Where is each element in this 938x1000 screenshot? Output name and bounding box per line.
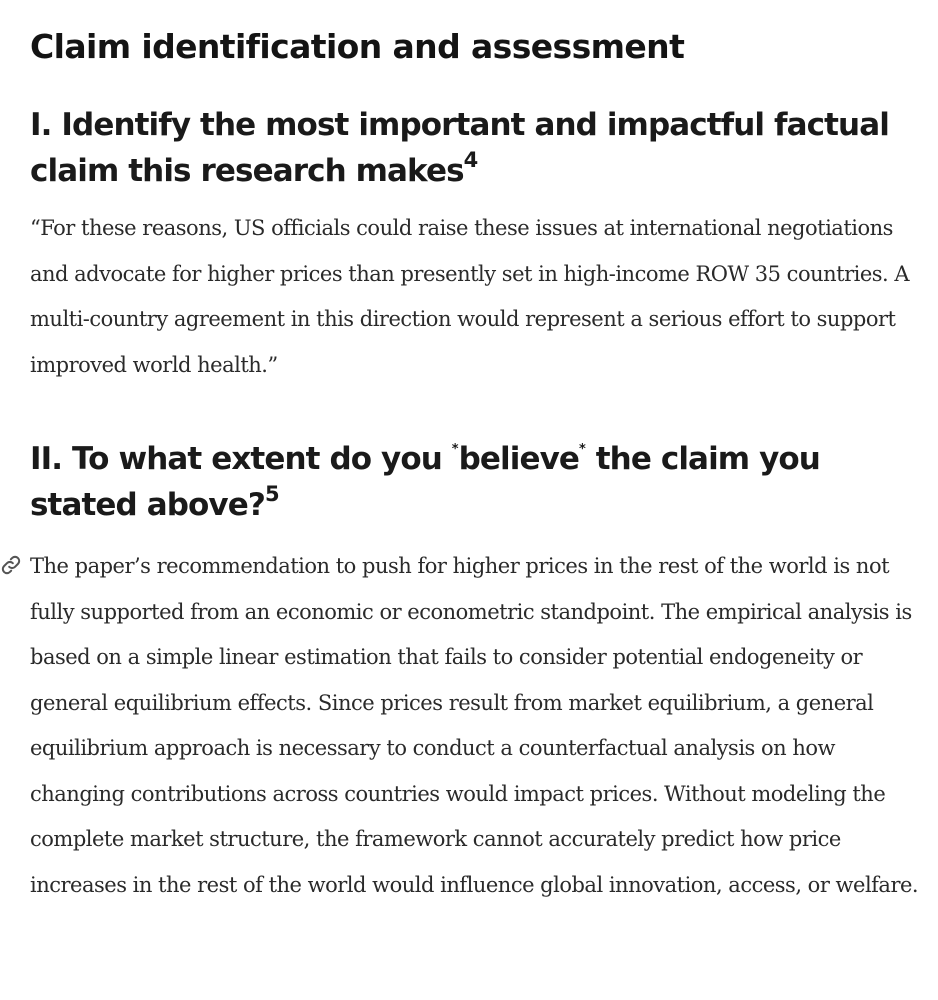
section-heading-belief [30,436,926,528]
section-heading-claim [30,102,926,194]
belief-heading-emphasis: believe [458,441,580,477]
belief-paragraph-text: The paper’s recommendation to push for higher prices in the rest of the world is not fully supported from an economic or econometric standpoint. The empirical analysis is based on a simple linear estimation that fails to consider potential endogeneity or general equilibrium effects. Since prices result from market equilibrium, a general equilibrium approach is necessary to conduct a counterfactual analysis on how changing contributions across countries would impact prices. Without modeling the complete market structure, the framework cannot accurately predict how price increases in the rest of the world would influence global innovation, access, or welfare. [30,554,919,897]
page-title: Claim identification and assessment [30,27,685,66]
claim-quote: “For these reasons, US officials could raise these issues at international negotiations and advocate for higher prices than presently set in high-income ROW 35 countries. A multi-country agreement in this direction would represent a serious effort to support improved world health.” [30,216,910,377]
footnote-ref-4[interactable]: 4 [463,148,479,172]
document-page [30,0,926,908]
footnote-ref-5[interactable]: 5 [264,482,280,506]
belief-paragraph [30,544,926,908]
link-icon[interactable] [0,554,22,576]
section-heading-claim-text: I. Identify the most important and impactful factual claim this research makes [30,107,889,189]
asterisk-open: * [451,442,459,457]
belief-heading-start: II. To what extent do you [30,441,452,477]
belief-heading-end: the claim you stated above? [30,441,820,523]
asterisk-close: * [579,442,586,457]
